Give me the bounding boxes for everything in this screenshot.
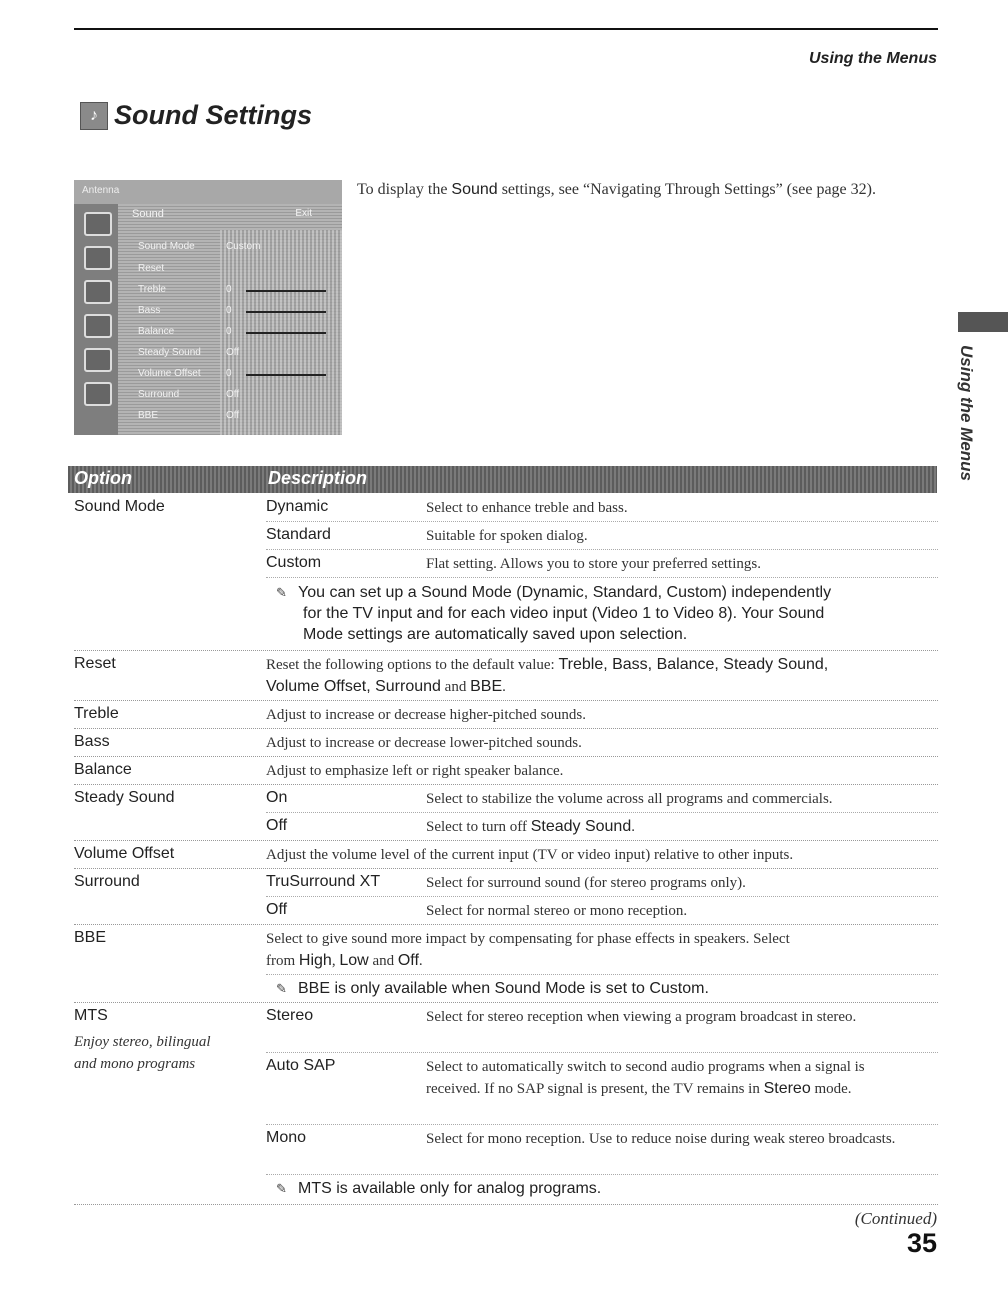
row-divider	[74, 1204, 938, 1205]
sound-menu-screenshot	[74, 180, 342, 435]
setup-icon	[84, 382, 112, 406]
sub-dynamic: Dynamic	[266, 498, 329, 515]
running-head: Using the Menus	[808, 50, 937, 67]
option-balance: Balance	[74, 761, 132, 778]
desc-on: Select to stabilize the volume across all programs and commercials.	[426, 791, 833, 807]
sub-divider	[266, 1174, 938, 1175]
sub-divider	[266, 521, 938, 522]
menu-exit: Exit	[295, 208, 312, 219]
page-title	[80, 100, 312, 131]
note-mts: ✎ MTS is available only for analog programs.	[266, 1178, 936, 1199]
desc-surround-off: Select for normal stereo or mono reception.	[426, 903, 688, 919]
desc-treble: Adjust to increase or decrease higher-pitched sounds.	[266, 707, 587, 723]
menu-header-label: Antenna	[82, 185, 120, 196]
sub-divider	[266, 1052, 938, 1053]
option-bbe: BBE	[74, 929, 107, 946]
pen-icon: ✎	[276, 1181, 287, 1196]
col-description: Description	[268, 468, 368, 488]
menu-row: Balance 0	[126, 323, 336, 343]
option-reset: Reset	[74, 655, 116, 672]
sub-divider	[266, 896, 938, 897]
slider-bar	[246, 311, 326, 313]
sub-on: On	[266, 789, 288, 806]
menu-row: Sound Mode Custom	[138, 241, 261, 252]
pen-icon: ✎	[276, 585, 287, 600]
option-bass: Bass	[74, 733, 110, 750]
desc-bbe: Select to give sound more impact by compensating for phase effects in speakers. Select from High, Low and Off.	[266, 931, 790, 969]
row-divider	[74, 868, 938, 869]
row-divider	[74, 650, 938, 651]
page-number: 35	[906, 1228, 937, 1258]
desc-reset: Reset the following options to the default value: Treble, Bass, Balance, Steady Sound, Volume Offset, Surround and BBE.	[266, 656, 829, 695]
row-divider	[74, 728, 938, 729]
side-tab-label: Using the Menus	[957, 345, 976, 482]
menu-title: Sound	[132, 208, 164, 220]
row-divider	[74, 700, 938, 701]
intro-text: To display the Sound settings, see “Navigating Through Settings” (see page 32).	[357, 181, 876, 198]
row-divider	[74, 1002, 938, 1003]
menu-row: Bass 0	[126, 302, 336, 322]
top-rule	[74, 28, 938, 30]
page-title-text: Sound Settings	[114, 100, 312, 130]
side-tab-marker	[958, 312, 1008, 332]
sub-divider	[266, 549, 938, 550]
music-note-icon: ♪	[80, 102, 108, 130]
sub-auto-sap: Auto SAP	[266, 1057, 336, 1074]
menu-icon-column	[74, 204, 118, 435]
menu-row: Volume Offset 0	[126, 365, 336, 385]
sub-divider	[266, 812, 938, 813]
sub-mono: Mono	[266, 1129, 307, 1146]
sub-standard: Standard	[266, 526, 331, 543]
picture-icon	[84, 212, 112, 236]
sub-trusurround: TruSurround XT	[266, 873, 381, 890]
desc-dynamic: Select to enhance treble and bass.	[426, 500, 628, 516]
desc-off: Select to turn off Steady Sound.	[426, 818, 635, 835]
screen-icon	[84, 280, 112, 304]
row-divider	[74, 784, 938, 785]
sub-divider	[266, 577, 938, 578]
continued-label: (Continued)	[854, 1209, 937, 1228]
desc-balance: Adjust to emphasize left or right speaker balance.	[266, 763, 564, 779]
sub-stereo: Stereo	[266, 1007, 314, 1024]
desc-bass: Adjust to increase or decrease lower-pitched sounds.	[266, 735, 582, 751]
option-sound-mode: Sound Mode	[74, 498, 165, 515]
slider-bar	[246, 374, 326, 376]
menu-row: Treble 0	[126, 281, 336, 301]
parental-lock-icon	[84, 348, 112, 372]
menu-row: Surround Off	[138, 389, 240, 400]
sub-divider	[266, 1124, 938, 1125]
table-header	[68, 466, 937, 493]
col-option: Option	[74, 468, 132, 488]
note-bbe: ✎ BBE is only available when Sound Mode is set to Custom.	[266, 978, 936, 999]
channel-icon	[84, 314, 112, 338]
desc-auto-sap: Select to automatically switch to second audio programs when a signal is received. If no SAP signal is present, the TV remains in Stereo mode.	[426, 1059, 865, 1097]
desc-custom: Flat setting. Allows you to store your preferred settings.	[426, 556, 761, 572]
desc-mono: Select for mono reception. Use to reduce noise during weak stereo broadcasts.	[426, 1131, 896, 1147]
menu-header	[74, 180, 342, 204]
menu-row: Steady Sound Off	[138, 347, 240, 358]
pen-icon: ✎	[276, 981, 287, 996]
desc-trusurround: Select for surround sound (for stereo programs only).	[426, 875, 746, 891]
menu-row: BBE Off	[138, 410, 240, 421]
mts-subtitle: Enjoy stereo, bilingual and mono programs	[74, 1034, 211, 1072]
slider-bar	[246, 332, 326, 334]
option-mts: MTS	[74, 1007, 108, 1024]
sub-off: Off	[266, 817, 288, 834]
row-divider	[74, 756, 938, 757]
option-volume-offset: Volume Offset	[74, 845, 175, 862]
slider-bar	[246, 290, 326, 292]
menu-row: Reset	[138, 263, 165, 274]
option-treble: Treble	[74, 705, 119, 722]
note-sound-mode: ✎ You can set up a Sound Mode (Dynamic, Standard, Custom) independently for the TV input and for each video input (Video 1 to Video 8). Your Sound Mode settings are automatically saved upon selection.	[266, 582, 936, 645]
desc-stereo: Select for stereo reception when viewing a program broadcast in stereo.	[426, 1009, 857, 1025]
sound-icon	[84, 246, 112, 270]
desc-standard: Suitable for spoken dialog.	[426, 528, 588, 544]
row-divider	[74, 840, 938, 841]
row-divider	[74, 924, 938, 925]
desc-volume-offset: Adjust the volume level of the current input (TV or video input) relative to other inputs.	[266, 847, 794, 863]
sub-surround-off: Off	[266, 901, 288, 918]
option-surround: Surround	[74, 873, 140, 890]
sub-custom: Custom	[266, 554, 322, 571]
sub-divider	[266, 974, 938, 975]
option-steady-sound: Steady Sound	[74, 789, 175, 806]
